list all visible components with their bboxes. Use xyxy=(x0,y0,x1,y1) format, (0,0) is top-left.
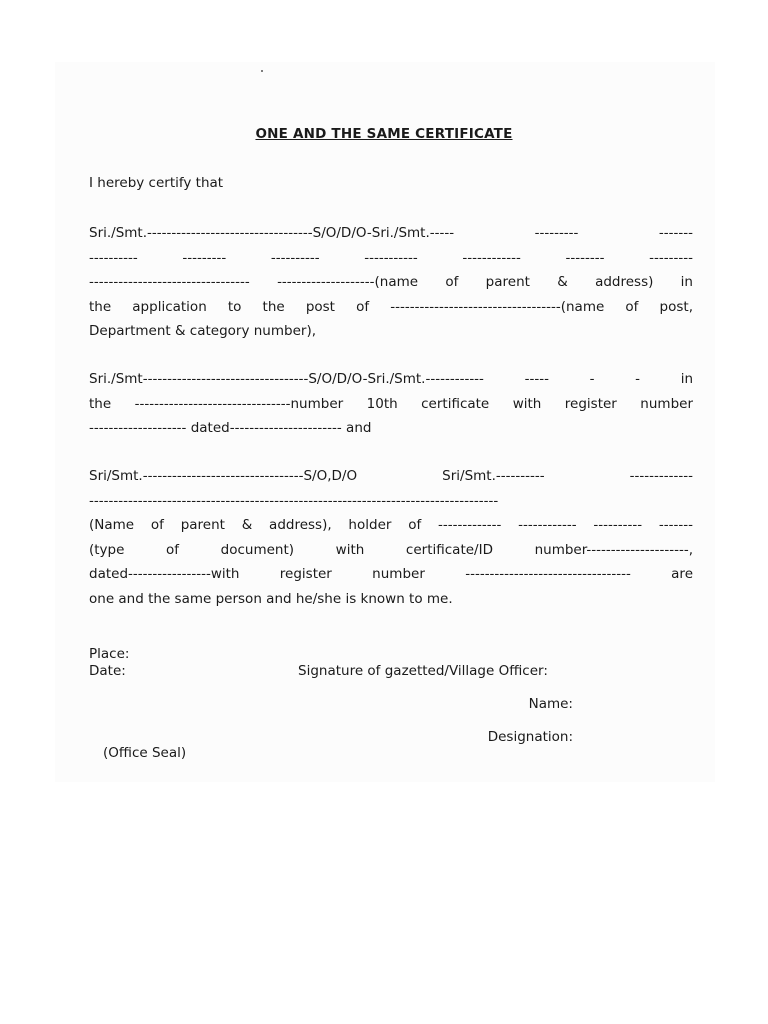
paragraph-line: the application to the post of -----------------------------------(name of post, xyxy=(89,298,693,315)
paragraph-line: -------------------- dated----------------------- and xyxy=(89,420,372,436)
intro-text: I hereby certify that xyxy=(89,175,224,191)
paragraph-line: Sri./Smt.----------------------------------S/O/D/O-Sri./Smt.----- --------- ------- xyxy=(89,225,693,241)
paragraph-line: Department & category number), xyxy=(89,323,317,339)
paragraph-line: Sri./Smt----------------------------------S/O/D/O-Sri./Smt.------------ ----- - - in xyxy=(89,371,693,387)
paragraph-line: ---------- --------- ---------- ----------- ------------ -------- --------- xyxy=(89,249,693,266)
scan-speck xyxy=(261,70,263,72)
date-label: Date: xyxy=(89,663,126,679)
paragraph-line: Sri/Smt.---------------------------------S/O,D/O Sri/Smt.---------- ------------- xyxy=(89,468,693,484)
paragraph-person-details xyxy=(89,221,693,344)
paragraph-certificate-details xyxy=(89,367,693,441)
paragraph-line: (Name of parent & address), holder of ------------- ------------ ---------- ------- xyxy=(89,517,693,533)
paragraph-line: dated-----------------with register number ---------------------------------- are xyxy=(89,566,693,582)
paragraph-line: the --------------------------------number 10th certificate with register number xyxy=(89,395,693,412)
paragraph-holder-details xyxy=(89,464,693,611)
certificate-title: ONE AND THE SAME CERTIFICATE xyxy=(255,126,513,142)
place-label: Place: xyxy=(89,646,130,662)
name-label: Name: xyxy=(528,696,573,712)
designation-label: Designation: xyxy=(487,729,573,745)
office-seal-label: (Office Seal) xyxy=(103,745,187,761)
paragraph-line: one and the same person and he/she is known to me. xyxy=(89,590,453,607)
paragraph-line: ------------------------------------------------------------------------------------ xyxy=(89,492,499,509)
paragraph-line: (type of document) with certificate/ID number---------------------, xyxy=(89,541,693,558)
signature-label: Signature of gazetted/Village Officer: xyxy=(298,663,548,679)
paragraph-line: --------------------------------- --------------------(name of parent & address) in xyxy=(89,274,693,290)
